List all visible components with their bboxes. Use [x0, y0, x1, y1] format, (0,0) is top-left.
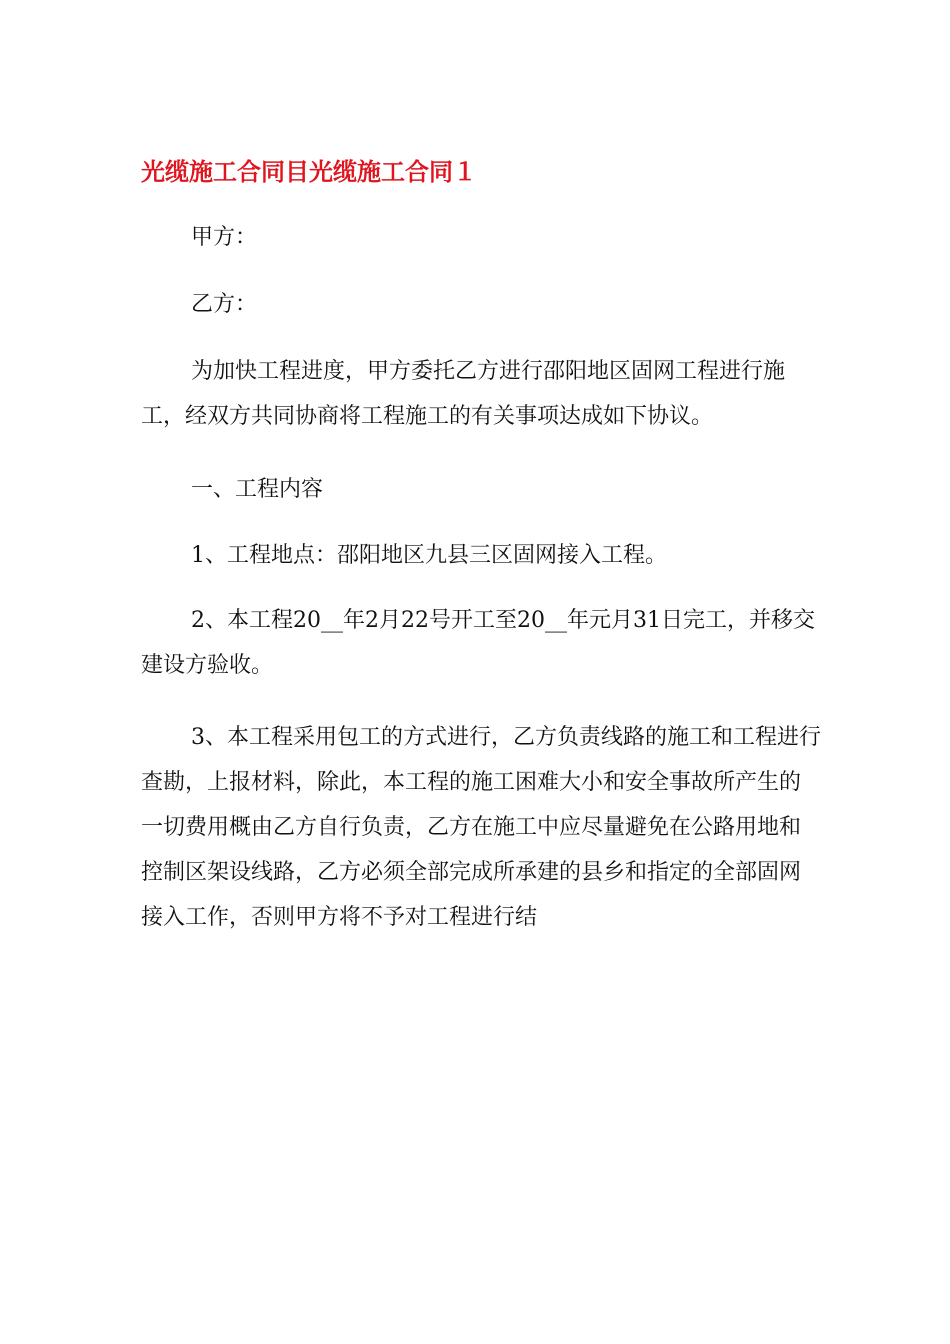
- party-b-line: 乙方：: [191, 292, 258, 317]
- clause-1-location: 1、工程地点：邵阳地区九县三区固网接入工程。: [191, 543, 667, 568]
- clause-3-contracting-method: 3、本工程采用包工的方式进行，乙方负责线路的施工和工程进行查勘，上报材料，除此，本工程的施工困难大小和安全事故所产生的一切费用概由乙方自行负责，乙方在施工中应尽量避免在公路用地和控制区架设线路，乙方必须全部完成所承建的县乡和指定的全部固网接入工作，否则甲方将不予对工程进行结: [141, 725, 821, 930]
- clause-2-schedule: 2、本工程20__年2月22号开工至20__年元月31日完工，并移交建设方验收。: [141, 608, 815, 678]
- section-heading-project-content: 一、工程内容: [191, 477, 324, 502]
- document-title: 光缆施工合同目光缆施工合同１: [141, 158, 477, 186]
- party-a-line: 甲方：: [191, 225, 258, 250]
- intro-paragraph: 为加快工程进度，甲方委托乙方进行邵阳地区固网工程进行施工，经双方共同协商将工程施工的有关事项达成如下协议。: [141, 359, 786, 429]
